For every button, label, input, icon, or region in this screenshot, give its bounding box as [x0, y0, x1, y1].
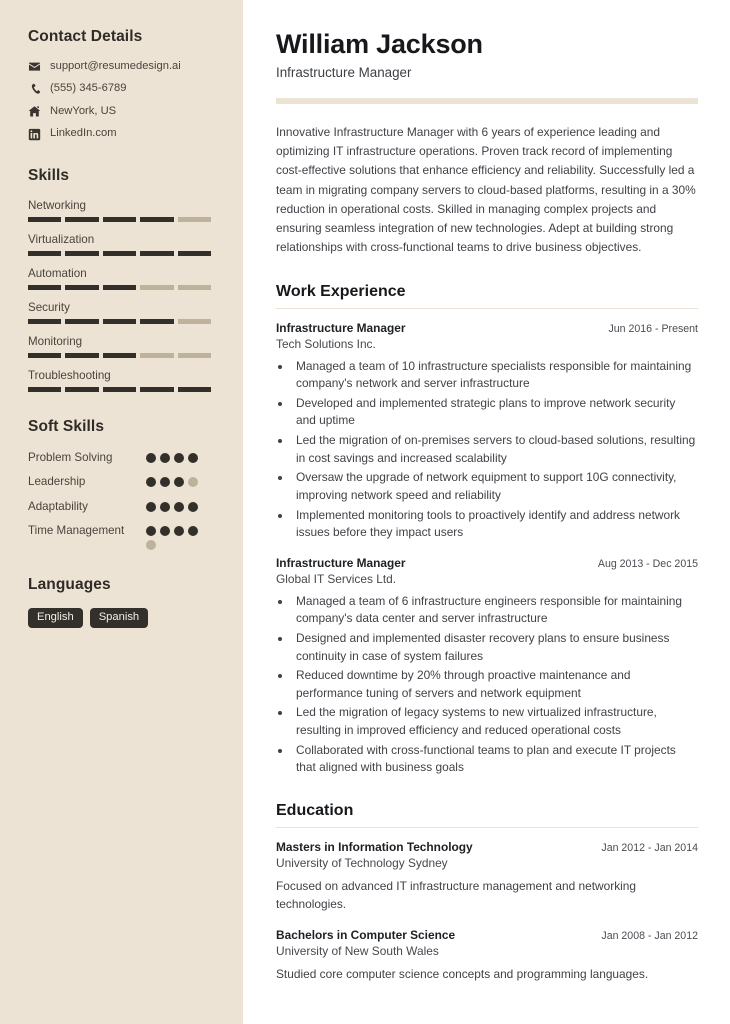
phone-icon	[28, 83, 41, 96]
contact-row[interactable]	[28, 60, 217, 73]
skill-bar-segment	[28, 353, 61, 358]
skill-bar-segment	[178, 285, 211, 290]
job-bullet: • Implemented monitoring tools to proactively identify and address network issues before they impact users	[292, 507, 698, 542]
job-bullet: • Managed a team of 6 infrastructure engineers responsible for maintaining company's data center and server infrastructure	[292, 593, 698, 628]
soft-skill-rating	[146, 523, 210, 550]
education-description: Studied core computer science concepts and programming languages.	[276, 966, 649, 981]
main-content	[243, 0, 730, 1024]
skill-bar-segment	[65, 217, 98, 222]
work-entry	[276, 556, 698, 777]
job-bullet: • Oversaw the upgrade of network equipment to support 10G connectivity, improving network speed and reliability	[292, 469, 698, 504]
job-bullet: • Developed and implemented strategic plans to improve network security and uptime	[292, 395, 698, 430]
skill-bar-segment	[178, 387, 211, 392]
skill-bar-segment	[140, 387, 173, 392]
contact-list	[28, 60, 217, 141]
rating-dot	[160, 477, 170, 487]
skill-bar-segment	[65, 251, 98, 256]
job-date-range: Aug 2013 - Dec 2015	[597, 557, 698, 570]
contact-text: support@resumedesign.ai	[50, 60, 181, 72]
job-bullet: • Designed and implemented disaster recovery plans to ensure business continuity in case of system failures	[292, 630, 698, 665]
employer-name: Global IT Services Ltd.	[276, 571, 397, 586]
education-date-range: Jan 2008 - Jan 2012	[601, 929, 698, 942]
work-entry	[276, 321, 698, 542]
soft-skill-label: Leadership	[28, 475, 86, 489]
skill-label: Networking	[28, 198, 86, 212]
skill-bar-segment	[178, 353, 211, 358]
rating-dot	[188, 453, 198, 463]
skill-bar-segment	[178, 217, 211, 222]
skill-bar-segment	[178, 319, 211, 324]
language-tag: English	[28, 608, 83, 628]
job-bullet: • Led the migration of on-premises servers to cloud-based solutions, resulting in cost savings and increased scalability	[292, 432, 698, 467]
rating-dot	[174, 477, 184, 487]
skill-bar-segment	[178, 251, 211, 256]
skill-label: Automation	[28, 266, 87, 280]
skill-bar-segment	[140, 353, 173, 358]
skill-bar-segment	[103, 353, 136, 358]
skill-bar-segment	[103, 217, 136, 222]
skill-bar-segment	[28, 251, 61, 256]
skill-bar-segment	[28, 285, 61, 290]
skill-bar-segment	[28, 387, 61, 392]
job-bullet: • Led the migration of legacy systems to new virtualized infrastructure, resulting in improved efficiency and reduced operational costs	[292, 704, 698, 739]
skill-bar-segment	[65, 319, 98, 324]
rating-dot	[146, 540, 156, 550]
home-icon	[28, 105, 41, 118]
skill-item	[28, 267, 217, 290]
skill-bar-segment	[140, 319, 173, 324]
rating-dot	[188, 526, 198, 536]
skill-bar-segment	[103, 387, 136, 392]
education-section-divider	[276, 827, 698, 828]
soft-skill-item	[28, 450, 217, 465]
rating-dot	[160, 526, 170, 536]
rating-dot	[174, 526, 184, 536]
job-bullet-list	[292, 358, 698, 542]
work-entries	[276, 321, 698, 777]
professional-summary: Innovative Infrastructure Manager with 6 years of experience leading and optimizing IT infrastructure operations. Proven track record of implementing cost-effective solutions that enhance efficiency and reliability. Successfully led a team in migrating company servers to cloud-based platforms, resulting in a 30% reduction in operational costs. Skilled in managing complex projects and ensuring seamless integration of new technologies. Adept at building strong relationships with cross-functional teams to drive business objectives.	[276, 124, 696, 255]
skill-label: Monitoring	[28, 334, 83, 348]
skill-level-bar	[28, 319, 211, 324]
languages-heading: Languages	[28, 575, 111, 593]
skill-bar-segment	[103, 285, 136, 290]
candidate-name: William Jackson	[276, 29, 483, 59]
rating-dot	[146, 526, 156, 536]
skills-heading: Skills	[28, 166, 70, 184]
rating-dot	[160, 453, 170, 463]
skill-bar-segment	[140, 217, 173, 222]
skill-level-bar	[28, 353, 211, 358]
education-entry-header	[276, 840, 698, 854]
skill-label: Troubleshooting	[28, 368, 111, 382]
sidebar	[0, 0, 243, 1024]
skill-label: Virtualization	[28, 232, 95, 246]
institution-name: University of Technology Sydney	[276, 855, 448, 870]
soft-skill-item	[28, 499, 217, 514]
soft-skill-rating	[146, 499, 210, 512]
candidate-role: Infrastructure Manager	[276, 64, 412, 80]
soft-skill-rating	[146, 450, 210, 463]
soft-skill-label: Adaptability	[28, 499, 88, 513]
education-entries	[276, 840, 698, 984]
contact-row[interactable]	[28, 127, 217, 140]
skill-bar-segment	[65, 353, 98, 358]
skill-item	[28, 199, 217, 222]
skill-bar-segment	[28, 217, 61, 222]
job-title: Infrastructure Manager	[276, 555, 406, 570]
work-experience-heading: Work Experience	[276, 282, 406, 300]
soft-skill-item	[28, 523, 217, 550]
degree-title: Bachelors in Computer Science	[276, 927, 456, 942]
job-bullet: • Collaborated with cross-functional teams to plan and execute IT projects that aligned with business goals	[292, 742, 698, 777]
soft-skills-heading: Soft Skills	[28, 417, 105, 435]
contact-details-heading: Contact Details	[28, 28, 143, 45]
job-title: Infrastructure Manager	[276, 320, 406, 335]
skill-bar-segment	[103, 319, 136, 324]
languages-list	[28, 608, 217, 628]
language-tag: Spanish	[90, 608, 148, 628]
education-heading: Education	[276, 801, 354, 819]
work-entry-header	[276, 556, 698, 570]
skill-bar-segment	[65, 387, 98, 392]
skill-level-bar	[28, 217, 211, 222]
rating-dot	[174, 453, 184, 463]
soft-skill-label: Problem Solving	[28, 450, 113, 464]
education-entry-header	[276, 928, 698, 942]
skill-item	[28, 335, 217, 358]
skill-bar-segment	[65, 285, 98, 290]
contact-text: LinkedIn.com	[50, 127, 117, 140]
soft-skill-rating	[146, 474, 210, 487]
education-description: Focused on advanced IT infrastructure management and networking technologies.	[276, 878, 637, 911]
contact-text: NewYork, US	[50, 104, 117, 117]
skill-item	[28, 301, 217, 324]
rating-dot	[146, 477, 156, 487]
header-accent-bar	[276, 98, 698, 104]
skill-bar-segment	[28, 319, 61, 324]
rating-dot	[188, 477, 198, 487]
rating-dot	[146, 453, 156, 463]
skill-level-bar	[28, 387, 211, 392]
employer-name: Tech Solutions Inc.	[276, 336, 376, 351]
skill-bar-segment	[103, 251, 136, 256]
work-section-divider	[276, 308, 698, 309]
job-bullet: • Managed a team of 10 infrastructure specialists responsible for maintaining company's network and server infrastructure	[292, 358, 698, 393]
skill-item	[28, 233, 217, 256]
degree-title: Masters in Information Technology	[276, 839, 473, 854]
contact-text: (555) 345-6789	[50, 82, 127, 95]
skill-level-bar	[28, 285, 211, 290]
job-date-range: Jun 2016 - Present	[608, 322, 698, 335]
skill-bar-segment	[140, 285, 173, 290]
skill-bar-segment	[140, 251, 173, 256]
rating-dot	[146, 502, 156, 512]
education-entry	[276, 840, 698, 914]
work-entry-header	[276, 321, 698, 335]
rating-dot	[174, 502, 184, 512]
contact-row[interactable]	[28, 82, 217, 95]
soft-skill-label: Time Management	[28, 523, 125, 537]
skill-item	[28, 369, 217, 392]
soft-skills-list	[28, 450, 217, 550]
rating-dot	[160, 502, 170, 512]
linkedin-icon	[28, 128, 41, 141]
rating-dot	[188, 502, 198, 512]
skills-list	[28, 199, 217, 392]
soft-skill-item	[28, 474, 217, 489]
envelope-icon	[28, 60, 41, 73]
skill-level-bar	[28, 251, 211, 256]
education-entry	[276, 928, 698, 984]
job-bullet-list	[292, 593, 698, 777]
job-bullet: • Reduced downtime by 20% through proactive maintenance and performance tuning of servers and network equipment	[292, 667, 698, 702]
skill-label: Security	[28, 300, 70, 314]
education-date-range: Jan 2012 - Jan 2014	[601, 841, 698, 854]
institution-name: University of New South Wales	[276, 943, 439, 958]
contact-row[interactable]	[28, 105, 217, 118]
